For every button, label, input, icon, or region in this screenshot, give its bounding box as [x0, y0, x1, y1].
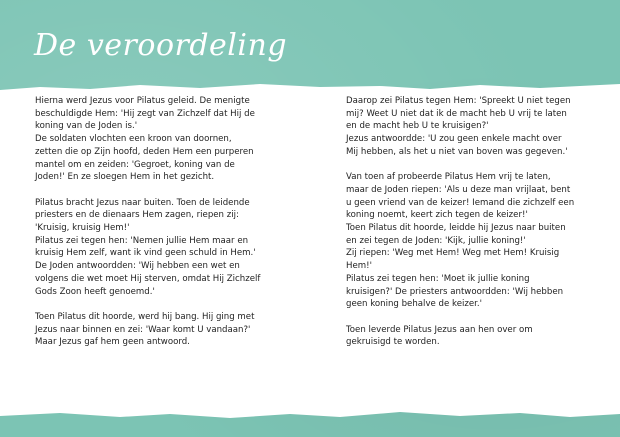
text-line: koning van de Joden is.': [35, 121, 138, 132]
right-text-column: [346, 95, 598, 362]
text-line: priesters en de dienaars Hem zagen, riepen zij:: [35, 210, 239, 221]
text-line: Jezus naar binnen en zei: 'Waar komt U vandaan?': [35, 324, 251, 335]
text-line: Pilatus zei tegen hen: 'Nemen jullie Hem maar en: [35, 235, 249, 246]
text-line: 'Kruisig, kruisig Hem!': [35, 223, 130, 234]
text-line: Hierna werd Jezus voor Pilatus geleid. De menigte: [35, 96, 250, 106]
text-line: De Joden antwoordden: 'Wij hebben een wet en: [35, 261, 240, 272]
torn-top-edge: [0, 80, 620, 94]
text-line: en de macht heb U te kruisigen?': [346, 121, 489, 132]
text-line: Van toen af probeerde Pilatus Hem vrij te laten,: [346, 172, 551, 183]
page-title: De veroordeling: [34, 28, 288, 63]
text-line: kruisigen?' De priesters antwoordden: 'Wij hebben: [346, 286, 564, 297]
text-line: Toen leverde Pilatus Jezus aan hen over om: [346, 324, 533, 335]
text-line: Daarop zei Pilatus tegen Hem: 'Spreekt U niet tegen: [346, 96, 571, 106]
text-line: Joden!' En ze sloegen Hem in het gezicht.: [35, 172, 215, 183]
text-line: Toen Pilatus dit hoorde, leidde hij Jezus naar buiten: [346, 223, 566, 234]
paragraph: [35, 197, 287, 299]
text-line: mantel om en zeiden: 'Gegroet, koning van de: [35, 159, 235, 170]
text-line: Zij riepen: 'Weg met Hem! Weg met Hem! Kruisig: [346, 248, 560, 259]
text-line: volgens die wet moet Hij sterven, omdat Hij Zichzelf: [35, 273, 261, 284]
text-line: Pilatus zei tegen hen: 'Moet ik jullie koning: [346, 273, 530, 284]
left-text-column: [35, 95, 287, 362]
text-line: beschuldigde Hem: 'Hij zegt van Zichzelf dat Hij de: [35, 108, 255, 119]
text-line: kruisig Hem zelf, want ik vind geen schuld in Hem.': [35, 248, 256, 259]
text-line: maar de Joden riepen: 'Als u deze man vrijlaat, bent: [346, 184, 571, 195]
text-line: Mij hebben, als het u niet van boven was gegeven.': [346, 146, 568, 157]
text-line: Gods Zoon heeft genoemd.': [35, 286, 155, 297]
torn-bottom-edge: [0, 408, 620, 422]
text-line: De soldaten vlochten een kroon van doornen,: [35, 134, 232, 145]
text-line: u geen vriend van de keizer! Iemand die zichzelf een: [346, 197, 575, 208]
text-line: geen koning behalve de keizer.': [346, 299, 483, 310]
text-line: Hem!': [346, 261, 372, 272]
text-line: mij? Weet U niet dat ik de macht heb U vrij te laten: [346, 108, 567, 119]
text-line: Toen Pilatus dit hoorde, werd hij bang. Hij ging met: [35, 311, 255, 322]
text-line: Jezus antwoordde: 'U zou geen enkele macht over: [346, 134, 562, 145]
text-line: koning noemt, keert zich tegen de keizer!': [346, 210, 528, 221]
text-line: en zei tegen de Joden: 'Kijk, jullie koning!': [346, 235, 526, 246]
paragraph: [35, 311, 287, 349]
paragraph: [346, 171, 598, 311]
paragraph: [346, 324, 598, 349]
text-line: Pilatus bracht Jezus naar buiten. Toen de leidende: [35, 197, 250, 208]
text-line: gekruisigd te worden.: [346, 337, 440, 348]
paragraph: [35, 95, 287, 184]
text-line: zetten die op Zijn hoofd, deden Hem een purperen: [35, 146, 254, 157]
text-line: Maar Jezus gaf hem geen antwoord.: [35, 337, 190, 348]
paragraph: [346, 95, 598, 159]
